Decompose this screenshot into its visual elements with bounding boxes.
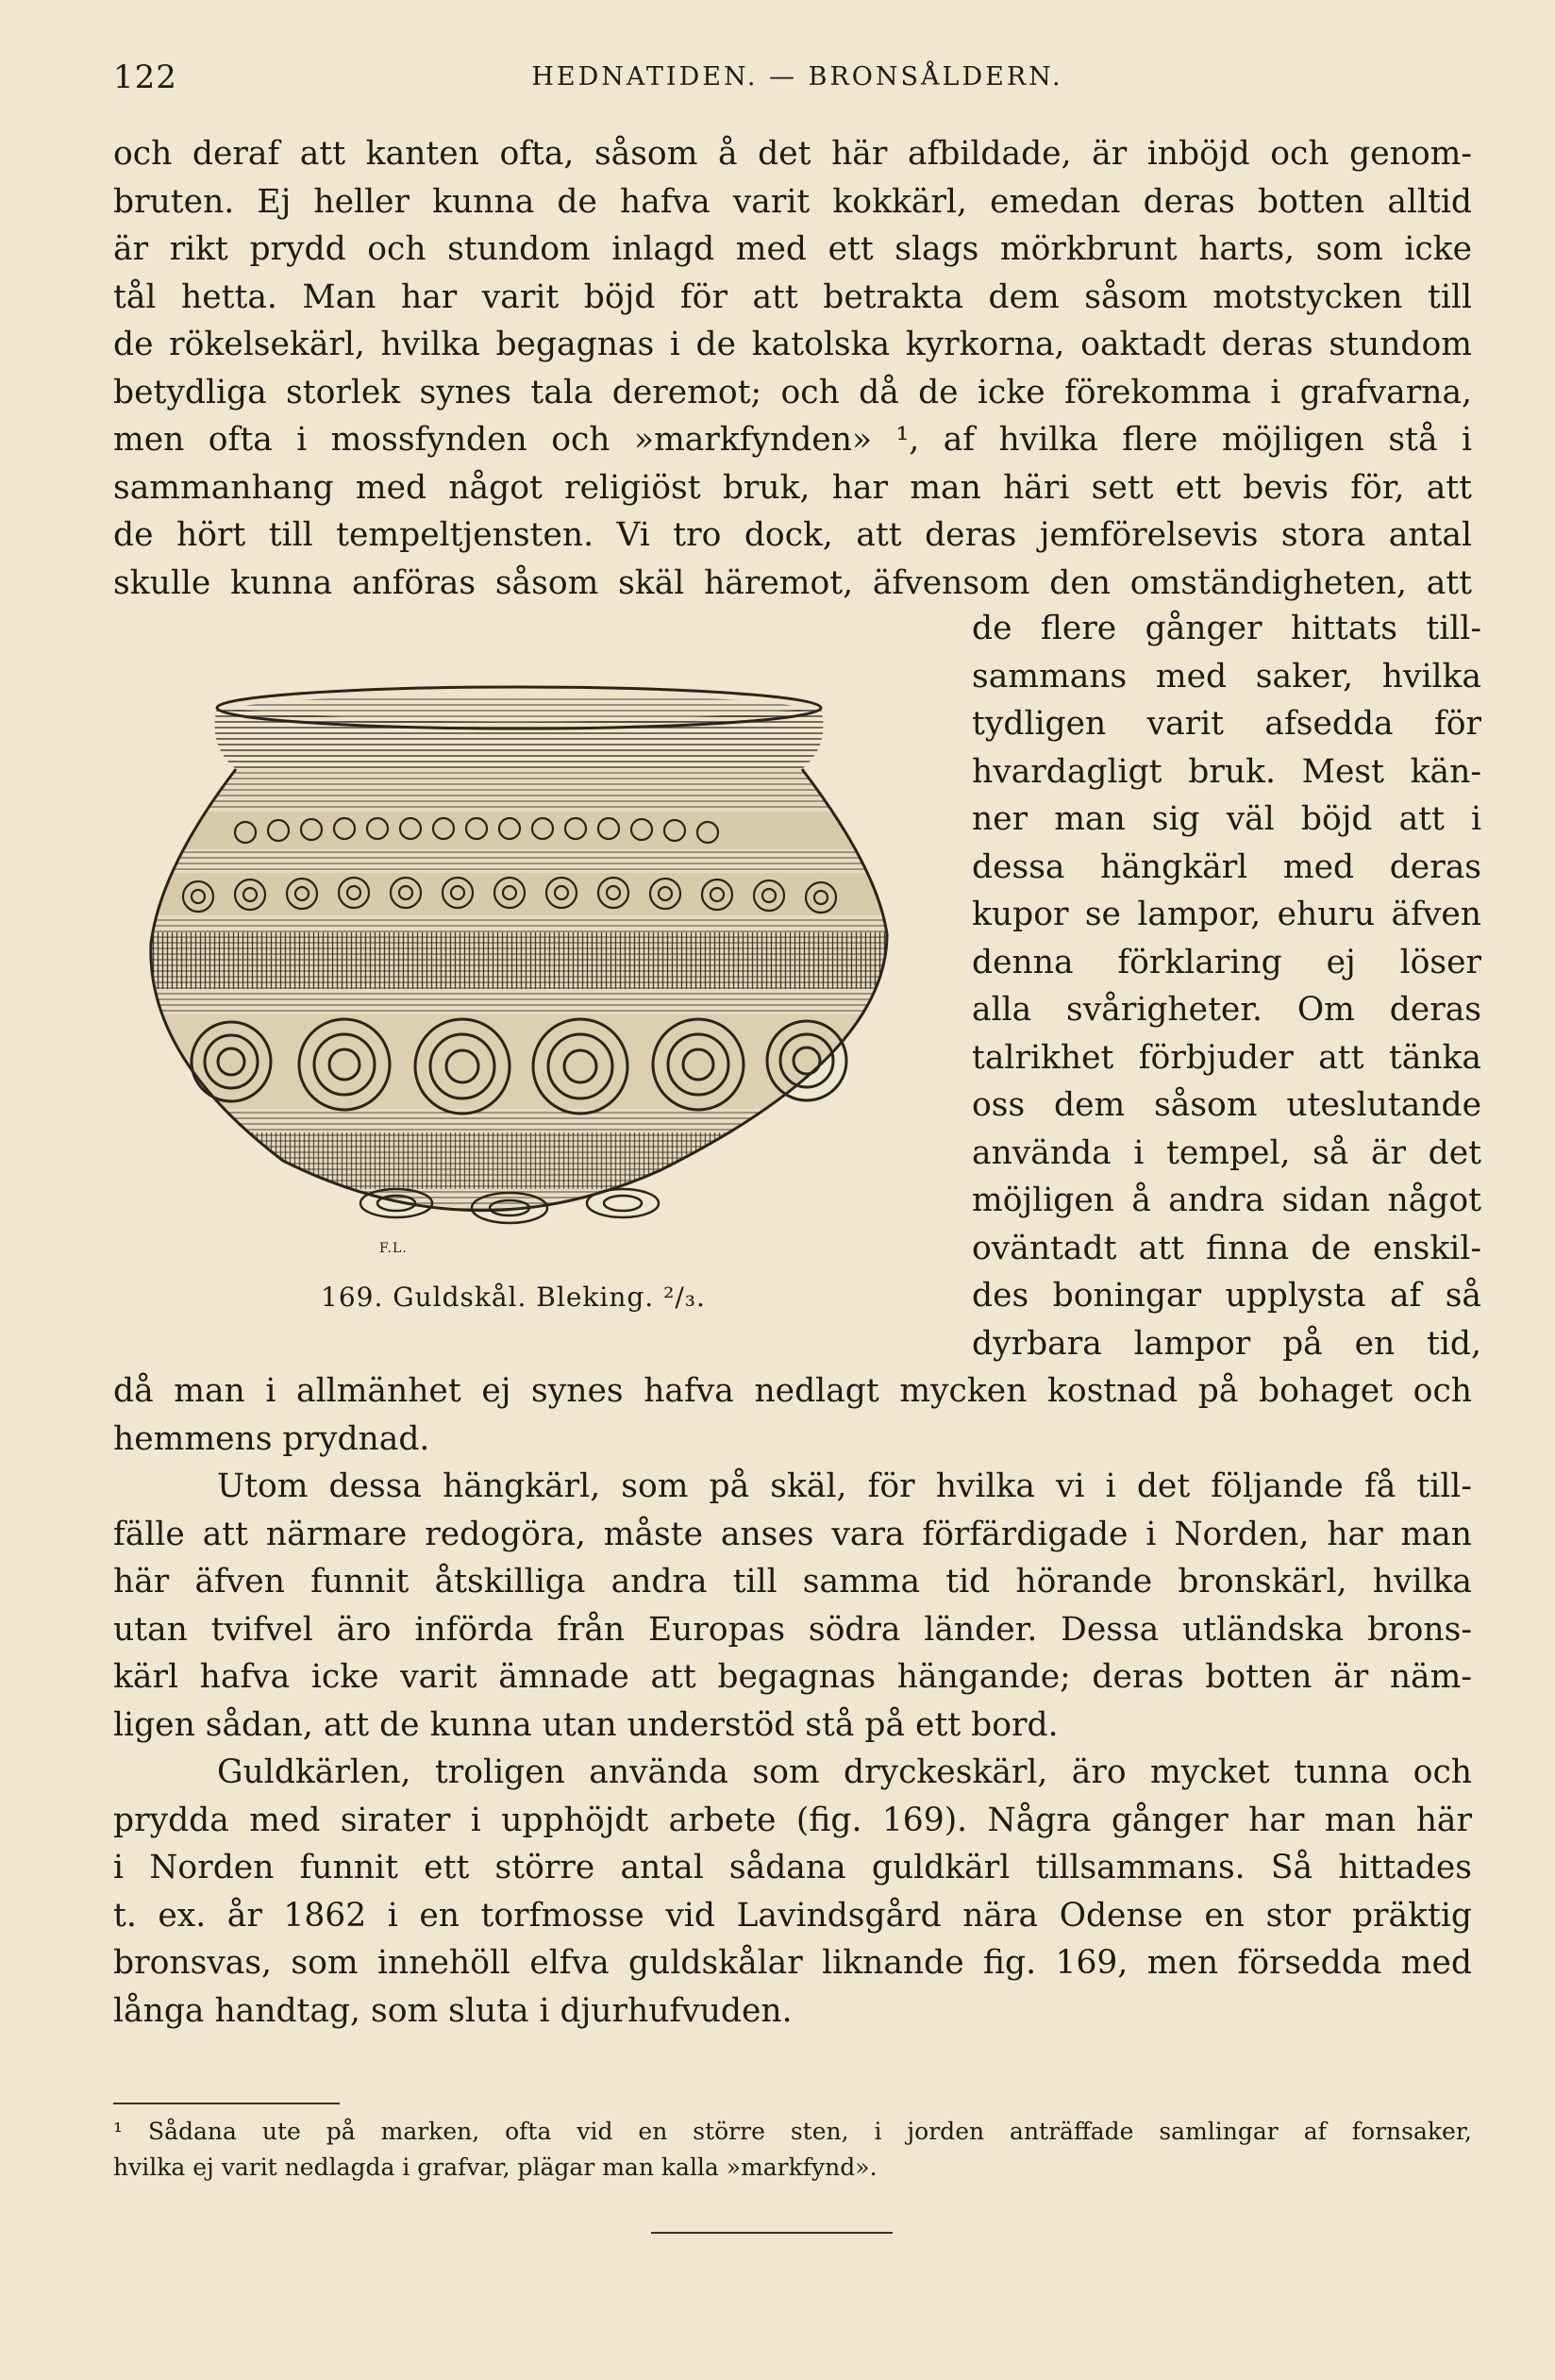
text-line: och deraf att kanten ofta, såsom å det här afbildade, är inböjd och genom- [113, 135, 1472, 173]
text-line: hvardagligt bruk. Mest kän- [972, 752, 1481, 791]
text-line: sammanhang med något religiöst bruk, har man häri sett ett bevis för, att [113, 468, 1472, 507]
text-line: men ofta i mossfynden och »markfynden» ¹, af hvilka flere möjligen stå i [113, 421, 1472, 459]
text-line: oss dem såsom uteslutande [972, 1086, 1481, 1124]
text-line: utan tvifvel äro införda från Europas södra länder. Dessa utländska brons- [113, 1610, 1472, 1649]
text-line: kupor se lampor, ehuru äfven [972, 896, 1481, 933]
text-line: bronsvas, som innehöll elfva guldskålar liknande fig. 169, men försedda med [113, 1944, 1472, 1982]
running-title: HEDNATIDEN. — BRONSÅLDERN. [531, 62, 1063, 92]
text-line: skulle kunna anföras såsom skäl häremot, äfvensom den omständigheten, att [113, 563, 1472, 602]
text-line: denna förklaring ej löser [972, 943, 1481, 981]
bottom-divider [651, 2232, 893, 2234]
text-line: sammans med saker, hvilka [972, 657, 1481, 696]
text-line: betydliga storlek synes tala deremot; och då de icke förekomma i grafvarna, [113, 373, 1472, 411]
text-line: ligen sådan, att de kunna utan understöd stå på ett bord. [113, 1705, 1059, 1744]
text-line: är rikt prydd och stundom inlagd med ett slags mörkbrunt harts, som icke [113, 230, 1472, 268]
text-line: oväntadt att finna de enskil- [972, 1229, 1481, 1267]
text-line: långa handtag, som sluta i djurhufvuden. [113, 1991, 793, 2030]
text-line: des boningar upplysta af så [972, 1277, 1481, 1315]
text-line: talrikhet förbjuder att tänka [972, 1038, 1481, 1077]
text-line: Guldkärlen, troligen använda som dryckeskärl, äro mycket tunna och [217, 1753, 1472, 1791]
text-line: tydligen varit afsedda för [972, 705, 1481, 743]
text-line: tål hetta. Man har varit böjd för att betrakta dem såsom motstycken till [113, 277, 1472, 316]
paragraph-1 [113, 130, 1472, 607]
footnote [113, 2114, 1472, 2186]
text-line: fälle att närmare redogöra, måste anses vara förfärdigade i Norden, har man [113, 1515, 1472, 1553]
text-line: de flere gånger hittats till- [972, 610, 1481, 647]
page-number: 122 [113, 59, 177, 96]
text-line: hemmens prydnad. [113, 1419, 430, 1458]
text-line: kärl hafva icke varit ämnade att begagnas hängande; deras botten är näm- [113, 1658, 1472, 1696]
footnote-line: ¹ Sådana ute på marken, ofta vid en större sten, i jorden anträffade samlingar af fornsaker, [113, 2118, 1472, 2145]
footnote-divider [113, 2103, 340, 2104]
text-line: dessa hängkärl med deras [972, 847, 1481, 886]
text-line: dyrbara lampor på en tid, [972, 1324, 1481, 1363]
text-line: t. ex. år 1862 i en torfmosse vid Lavindsgård nära Odense en stor präktig [113, 1896, 1472, 1935]
figure-caption: 169. Guldskål. Bleking. ²/₃. [321, 1282, 706, 1313]
footnote-line: hvilka ej varit nedlagda i grafvar, plägar man kalla »markfynd». [113, 2154, 878, 2181]
text-line: prydda med sirater i upphöjdt arbete (fig. 169). Några gånger har man här [113, 1801, 1472, 1839]
text-line: använda i tempel, så är det [972, 1133, 1481, 1172]
text-line: i Norden funnit ett större antal sådana guldkärl tillsammans. Så hittades [113, 1849, 1472, 1886]
paragraph-continuation [113, 1367, 1472, 2035]
engraver-initials: F.L. [379, 1241, 408, 1256]
text-line: Utom dessa hängkärl, som på skäl, för hvilka vi i det följande få till- [217, 1467, 1472, 1505]
text-line: alla svårigheter. Om deras [972, 991, 1481, 1029]
text-line: möjligen å andra sidan något [972, 1182, 1481, 1219]
gold-bowl-illustration [142, 679, 896, 1265]
wrapped-text-column [972, 605, 1481, 1367]
text-line: här äfven funnit åtskilliga andra till samma tid hörande bronskärl, hvilka [113, 1563, 1472, 1601]
text-line: bruten. Ej heller kunna de hafva varit kokkärl, emedan deras botten alltid [113, 182, 1472, 221]
text-line: ner man sig väl böjd att i [972, 800, 1481, 838]
text-line: de hört till tempeltjensten. Vi tro dock, att deras jemförelsevis stora antal [113, 516, 1472, 554]
text-line: de rökelsekärl, hvilka begagnas i de katolska kyrkorna, oaktadt deras stundom [113, 326, 1472, 363]
page-header [113, 59, 1481, 106]
text-line: då man i allmänhet ej synes hafva nedlagt mycken kostnad på bohaget och [113, 1372, 1472, 1410]
